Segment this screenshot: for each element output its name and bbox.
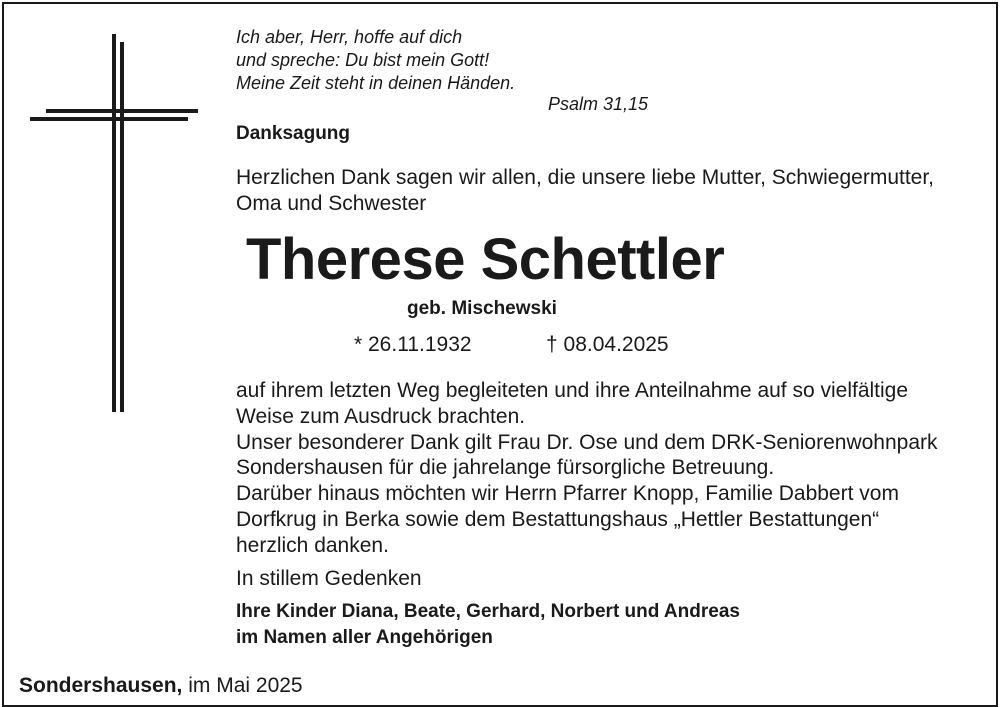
intro-line: Oma und Schwester: [236, 192, 427, 215]
intro-text: [236, 165, 934, 217]
verse-line: Meine Zeit steht in deinen Händen.: [236, 73, 516, 93]
thanks-line: herzlich danken.: [236, 533, 389, 557]
maiden-name: geb. Mischewski: [407, 298, 557, 319]
notice-heading: Danksagung: [236, 123, 351, 144]
verse-line: und spreche: Du bist mein Gott!: [236, 50, 490, 70]
thanks-line: Weise zum Ausdruck brachten.: [236, 404, 526, 428]
cross-icon: [28, 34, 203, 414]
bible-verse: [236, 26, 515, 95]
thanks-line: Darüber hinaus möchten wir Herrn Pfarrer Knopp, Familie Dabbert vom: [236, 482, 899, 506]
place-and-date: [19, 674, 303, 698]
thanks-line: Dorfkrug in Berka sowie dem Bestattungshaus „Hettler Bestattungen“: [236, 507, 880, 531]
verse-line: Ich aber, Herr, hoffe auf dich: [236, 27, 463, 47]
closing-phrase: In stillem Gedenken: [236, 567, 422, 590]
thanks-line: Unser besonderer Dank gilt Frau Dr. Ose und dem DRK-Seniorenwohnpark: [236, 430, 938, 454]
death-date: † 08.04.2025: [546, 333, 669, 356]
thanks-line: Sondershausen für die jahrelange fürsorgliche Betreuung.: [236, 456, 775, 480]
place-date: im Mai 2025: [182, 674, 303, 697]
verse-reference: Psalm 31,15: [548, 94, 649, 114]
signers-line: im Namen aller Angehörigen: [236, 627, 493, 648]
thanks-line: auf ihrem letzten Weg begleiteten und ihre Anteilnahme auf so vielfältige: [236, 379, 909, 402]
intro-line: Herzlichen Dank sagen wir allen, die unsere liebe Mutter, Schwiegermutter,: [236, 166, 935, 189]
thanks-text: [236, 378, 938, 559]
signers-line: Ihre Kinder Diana, Beate, Gerhard, Norbert und Andreas: [236, 601, 740, 622]
signers: [236, 599, 740, 651]
deceased-name: Therese Schettler: [246, 227, 725, 292]
birth-date: * 26.11.1932: [354, 333, 472, 356]
place-city: Sondershausen,: [19, 674, 183, 697]
